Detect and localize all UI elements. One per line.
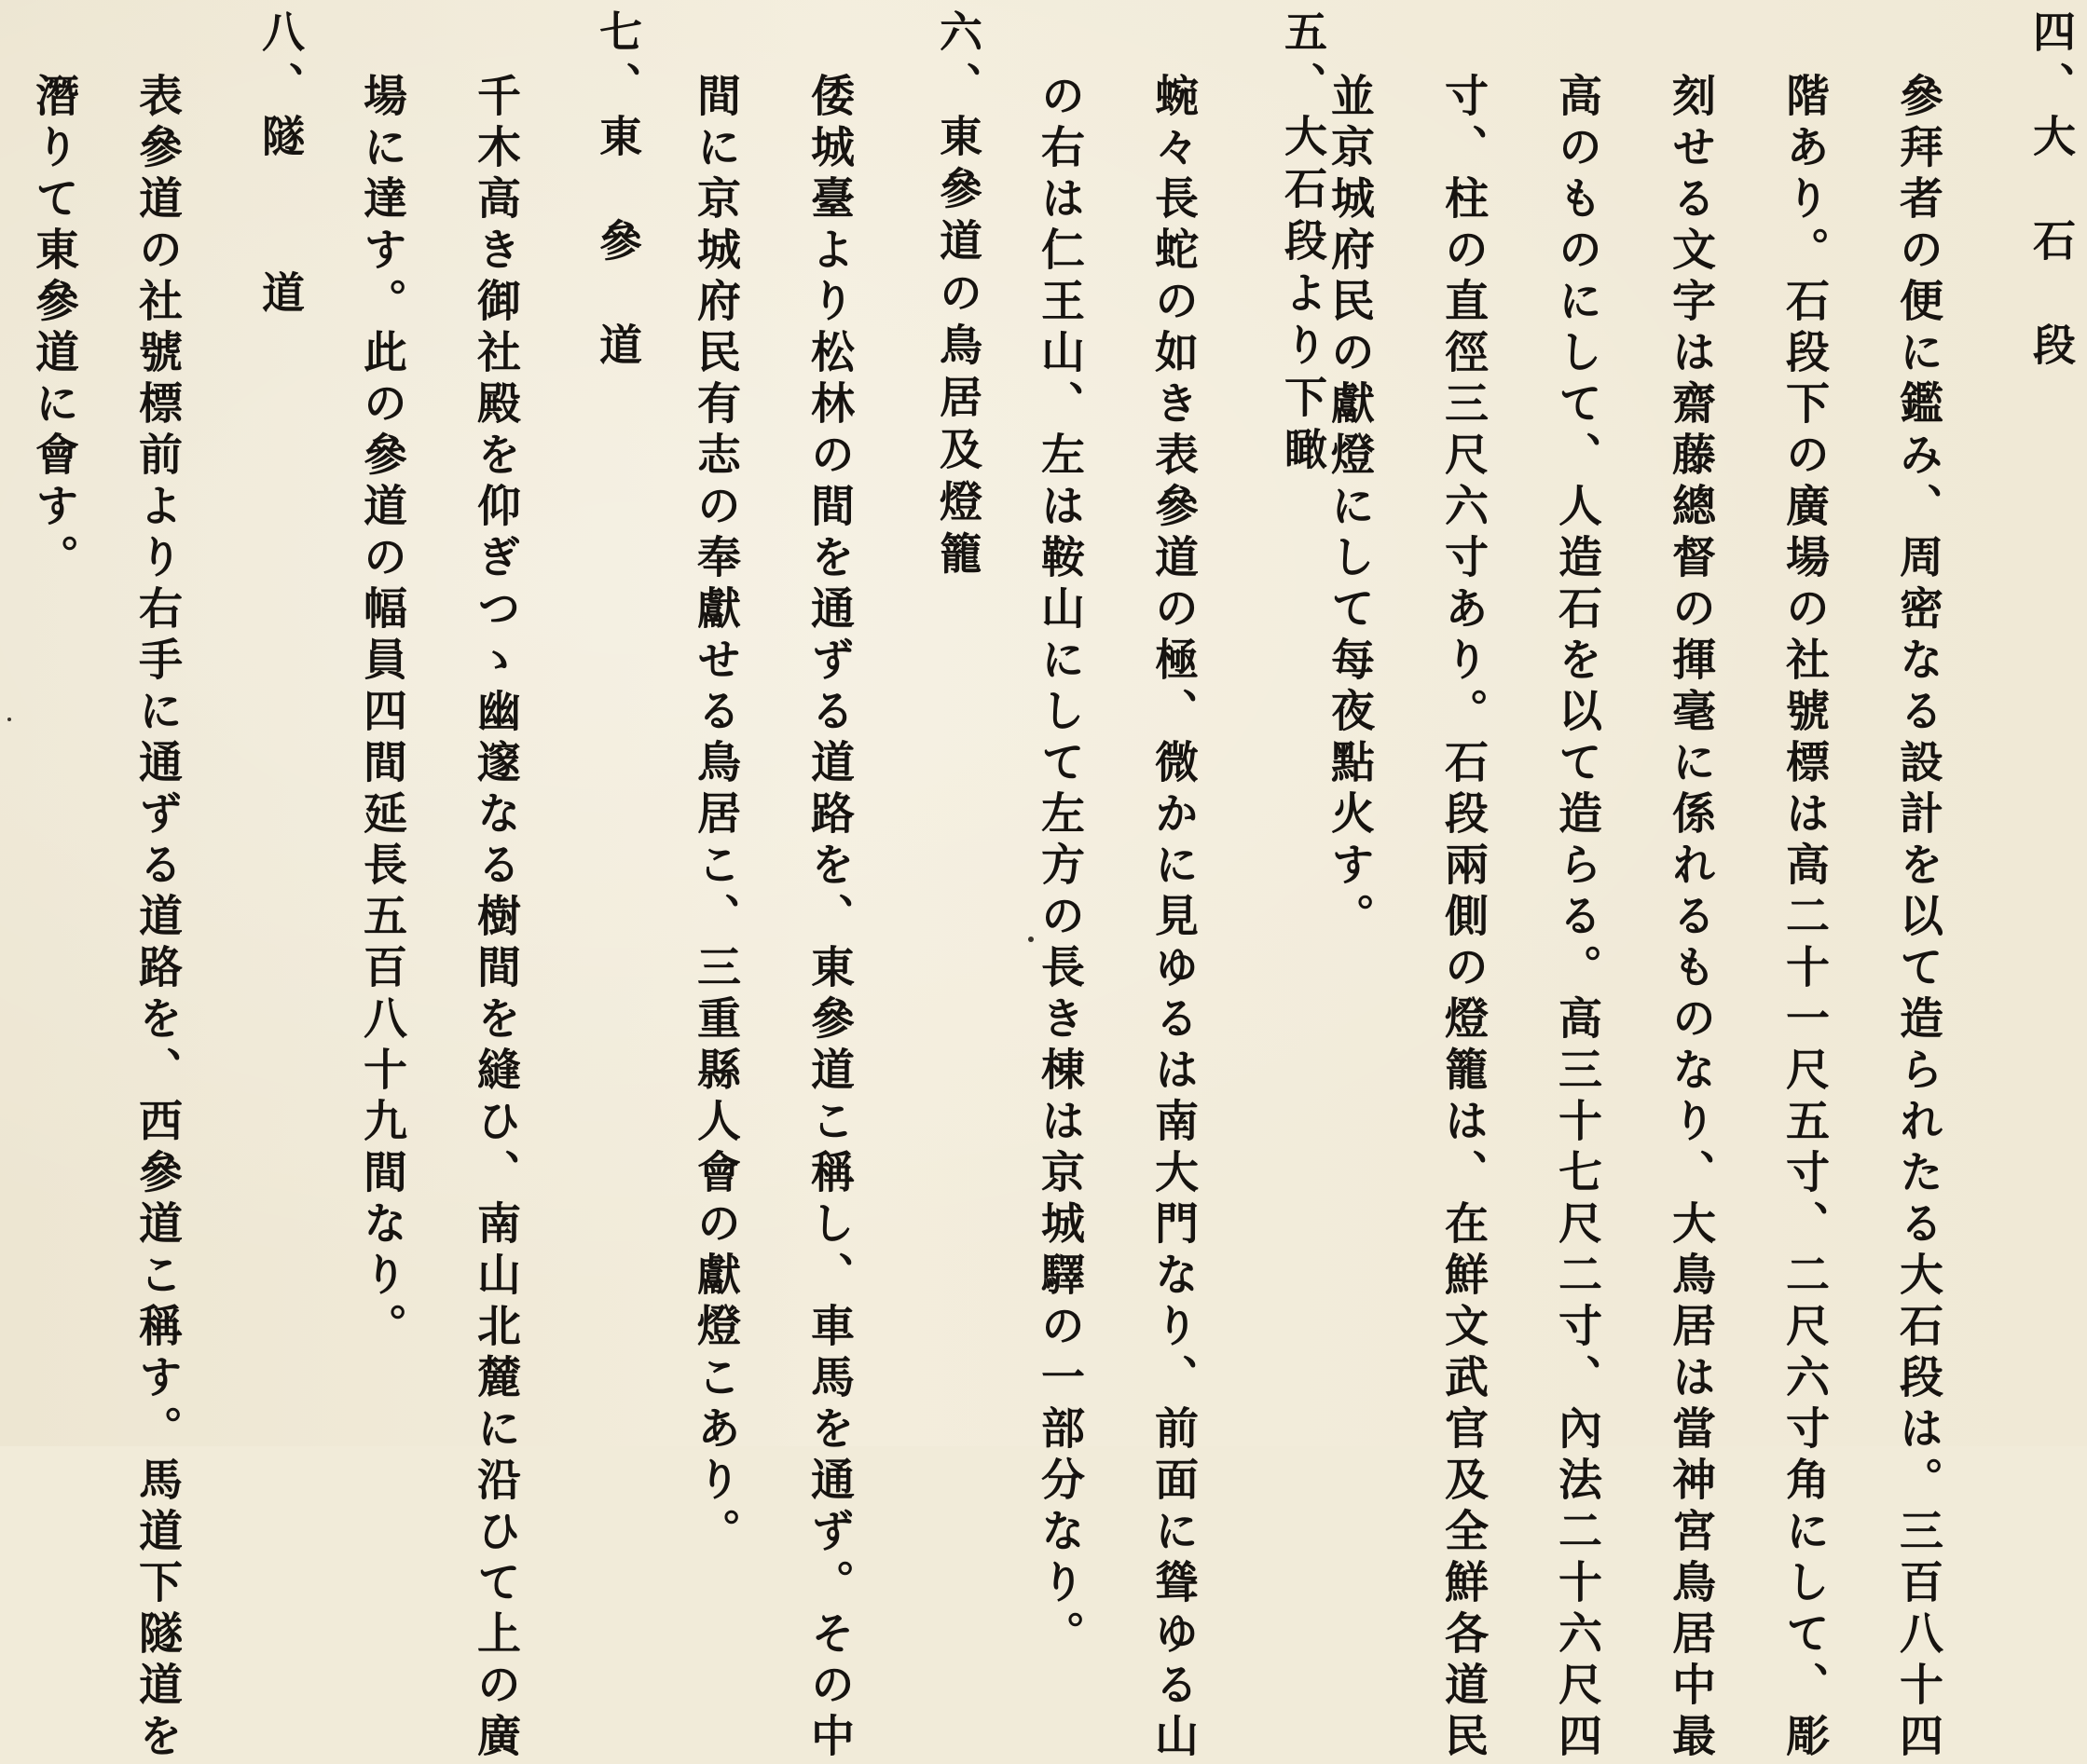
section-4-line-2: 階あり。石段下の廣場の社號標は高二十一尺五寸、二尺六寸角にして、彫 [1778,73,1830,1764]
section-4-line-6: 並京城府民の獻燈にして每夜點火す。 [1324,73,1375,944]
section-4-heading: 四、大 石 段 [2026,9,2077,375]
section-4-line-3: 刻せる文字は齋藤總督の揮毫に係れるものなり、大鳥居は當神宮鳥居中最 [1665,73,1716,1764]
paper-speck [1028,937,1034,942]
section-7-heading: 七、東 參 道 [593,9,643,375]
section-5-heading: 五、大石段より下瞰 [1278,9,1328,479]
section-6-line-1: 倭城臺より松林の間を通ずる道路を、東參道こ稱し、車馬を通ず。その中 [803,73,855,1764]
section-4-line-5: 寸、柱の直徑三尺六寸あり。石段兩側の燈籠は、在鮮文武官及全鮮各道民 [1437,73,1489,1764]
section-7-line-1: 千木高き御社殿を仰ぎつゝ幽邃なる樹間を縫ひ、南山北麓に沿ひて上の廣 [470,73,521,1764]
paper-speck [7,718,11,721]
section-6-heading: 六、東參道の鳥居及燈籠 [933,9,983,583]
section-7-line-2: 場に達す。此の參道の幅員四間延長五百八十九間なり。 [356,73,407,1354]
section-8-line-2: 潛りて東參道に會す。 [28,73,79,585]
section-8-heading: 八、隧 道 [255,9,306,322]
section-4-line-4: 高のものにして、人造石を以て造らる。高三十七尺二寸、內法二十六尺四 [1551,73,1602,1764]
section-8-line-1: 表參道の社號標前より右手に通ずる道路を、西參道こ稱す。馬道下隧道を [131,73,183,1764]
section-5-line-1: 蜿々長蛇の如き表參道の極、微かに見ゆるは南大門なり、前面に聳ゆる山 [1147,73,1199,1764]
section-4-line-1: 參拜者の便に鑑み、周密なる設計を以て造られたる大石段は。三百八十四 [1892,73,1943,1764]
section-6-line-2: 間に京城府民有志の奉獻せる鳥居こ、三重縣人會の獻燈こあり。 [690,73,741,1559]
section-5-line-2: の右は仁王山、左は鞍山にして左方の長き棟は京城驛の一部分なり。 [1034,73,1085,1661]
